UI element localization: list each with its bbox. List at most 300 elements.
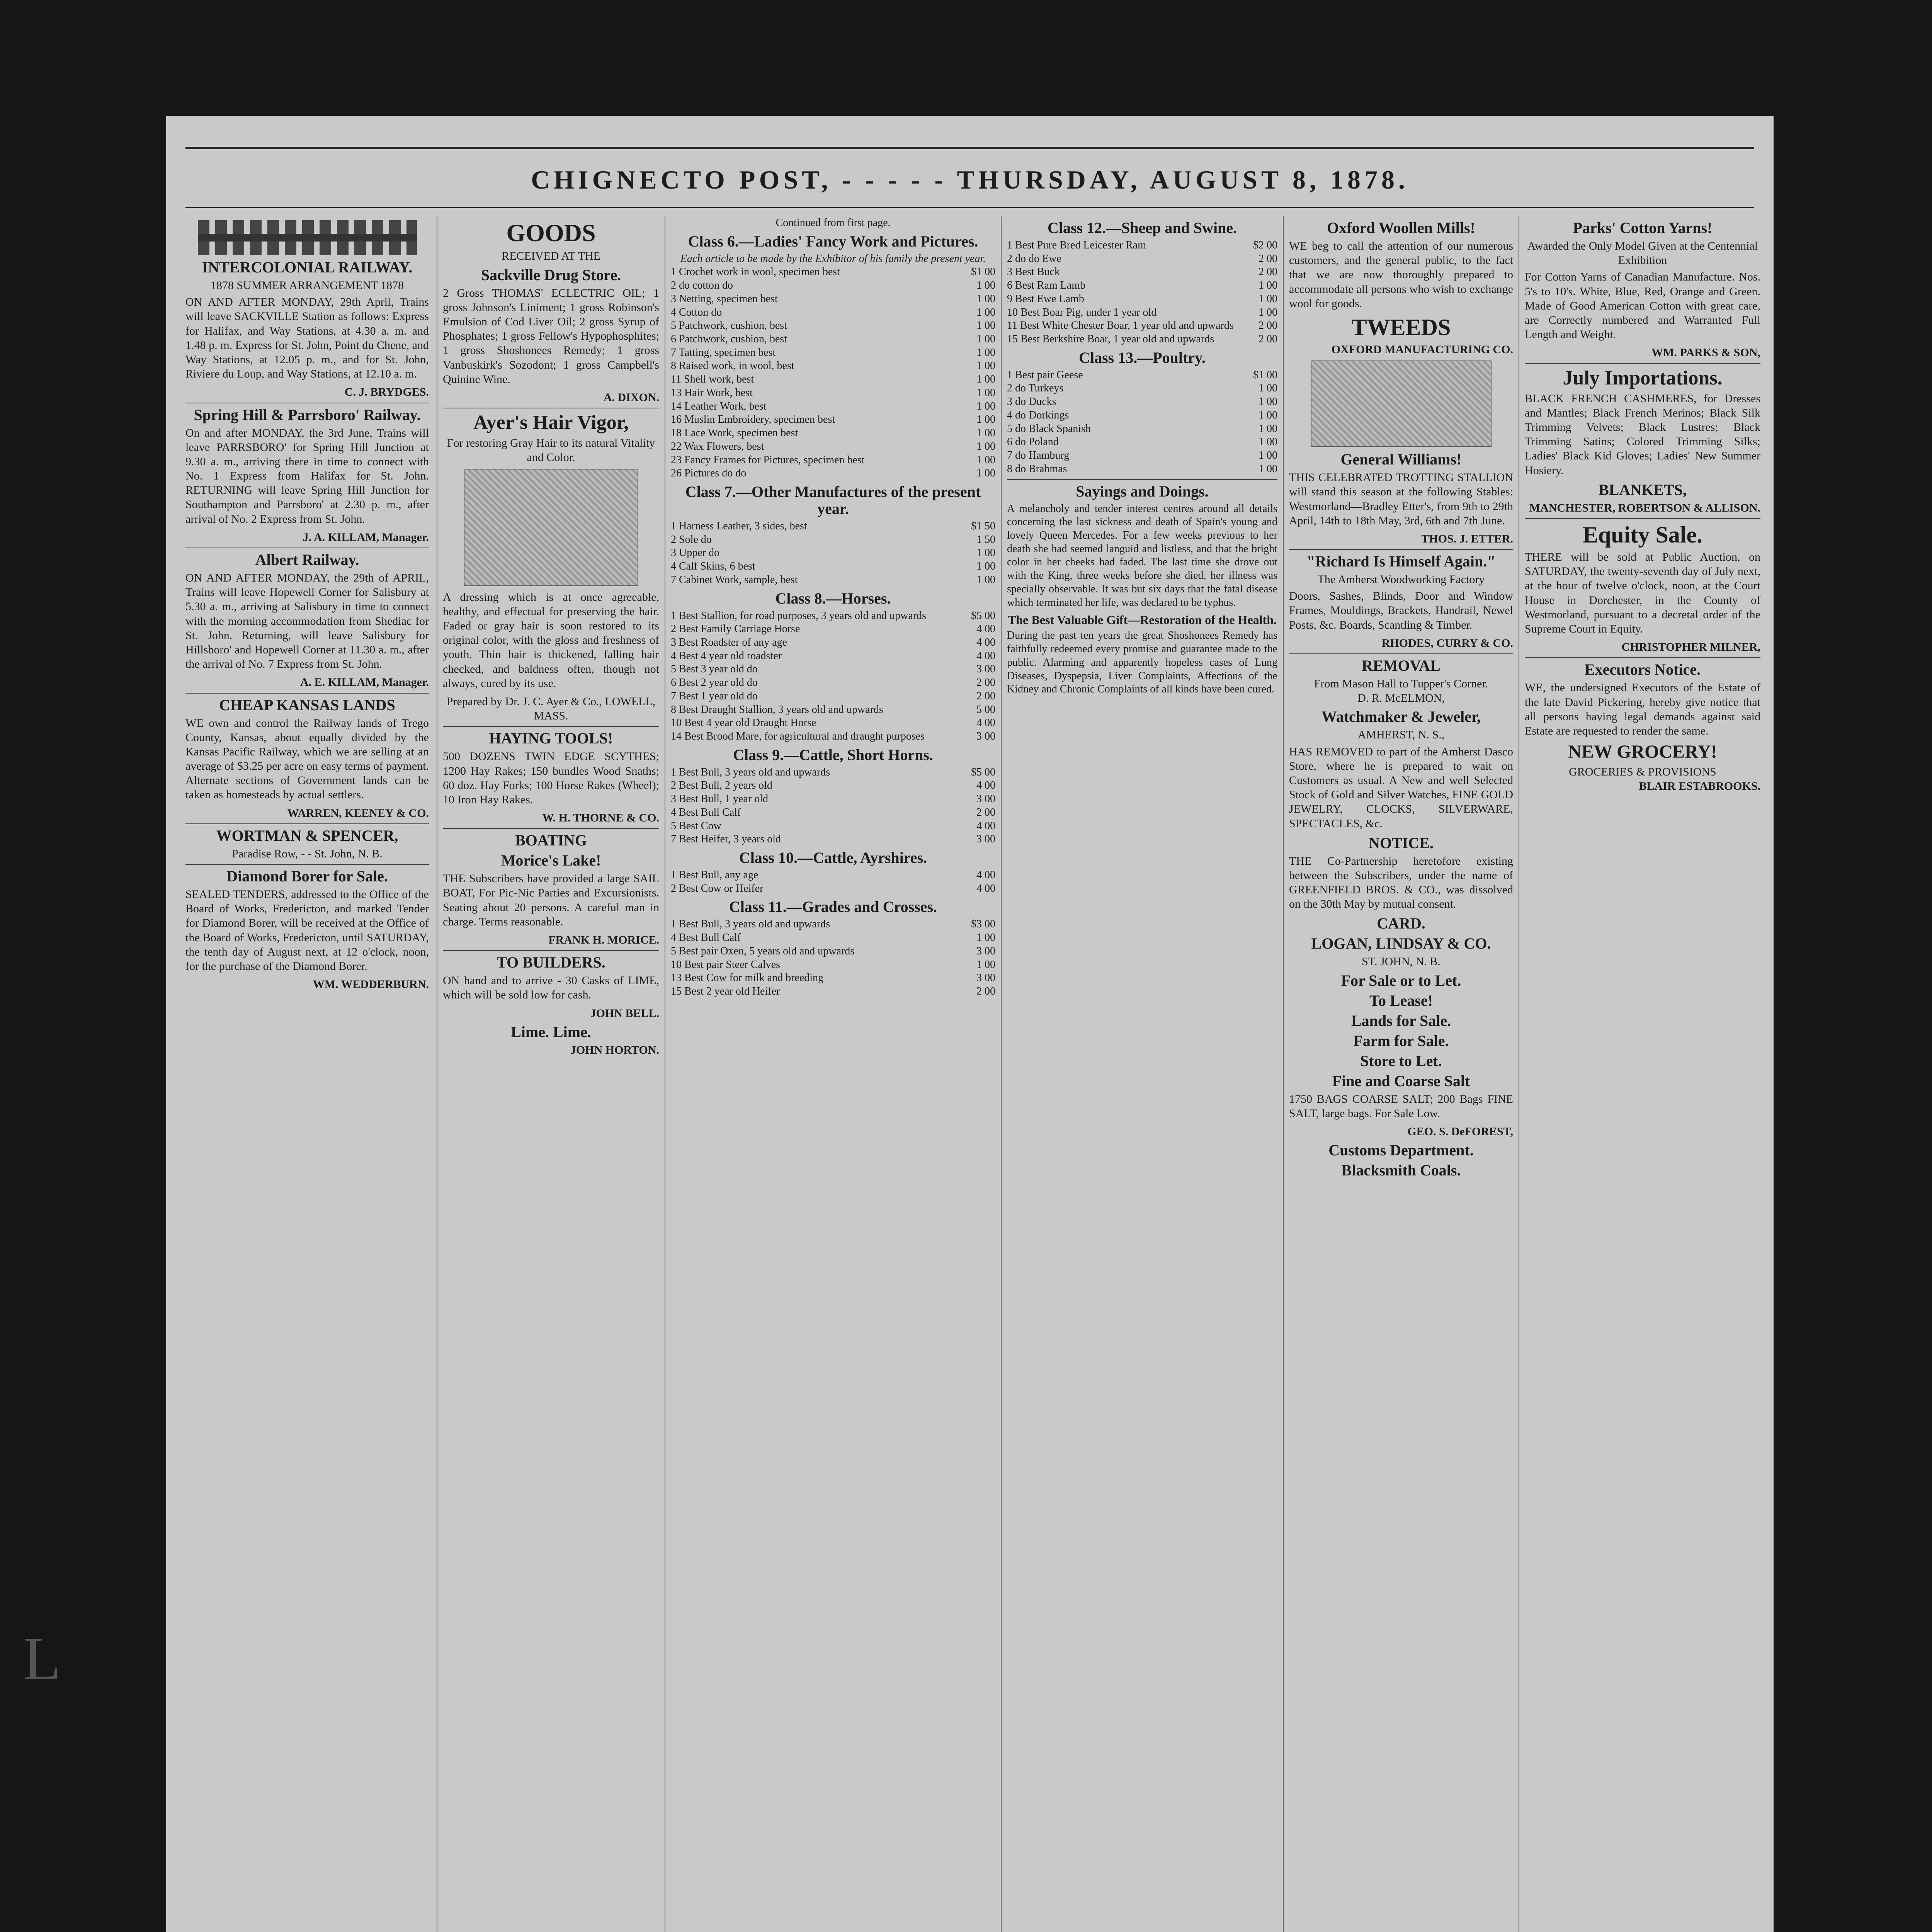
prize-amount: 2 00 [976,677,995,689]
prize-amount: 4 00 [976,869,995,881]
prize-label: 8 Best Draught Stallion, 3 years old and upwards [671,703,883,716]
divider [443,950,659,951]
kansas-title: CHEAP KANSAS LANDS [219,696,395,714]
goods-sub: RECEIVED AT THE [502,250,600,263]
class12-list [1007,239,1277,346]
prize-label: 2 Best Bull, 2 years old [671,779,772,792]
prize-row [671,609,995,623]
prize-row [1007,422,1277,436]
prize-row [1007,409,1277,422]
prize-label: 11 Best White Chester Boar, 1 year old and upwards [1007,320,1234,332]
class12-title: Class 12.—Sheep and Swine. [1047,219,1237,236]
column-3 [665,216,1001,1932]
albert-signature: A. E. KILLAM, Manager. [300,676,429,689]
prize-amount: 1 00 [976,427,995,439]
intercolonial-signature: C. J. BRYDGES. [344,386,429,399]
prize-amount: $2 00 [1253,239,1277,251]
prize-amount: 2 00 [1259,266,1277,278]
prize-row [671,779,995,793]
divider [1525,363,1760,364]
goods-title: GOODS [506,219,596,247]
prize-row [671,319,995,333]
prize-label: 5 do Black Spanish [1007,422,1091,435]
prize-label: 4 Calf Skins, 6 best [671,560,755,573]
builders-body: ON hand and to arrive - 30 Casks of LIME, which will be sold low for cash. [443,974,659,1002]
prize-amount: 1 00 [976,293,995,305]
prize-row [671,793,995,806]
oxford-signature: OXFORD MANUFACTURING CO. [1331,343,1513,356]
tools-signature: W. H. THORNE & CO. [542,811,659,825]
prize-amount: 5 00 [976,703,995,716]
diamond-signature: WM. WEDDERBURN. [313,978,429,991]
prize-amount: 4 00 [976,650,995,662]
divider [185,823,429,824]
divider [1525,518,1760,519]
divider [1289,653,1513,654]
prize-label: 4 Cotton do [671,306,722,318]
prize-label: 15 Best 2 year old Heifer [671,985,780,998]
column-6 [1519,216,1760,1932]
prize-amount: 2 00 [1259,320,1277,332]
albert-title: Albert Railway. [255,551,359,568]
prize-label: 7 Best 1 year old do [671,690,758,702]
prize-label: 3 Best Bull, 1 year old [671,793,768,805]
prize-amount: 1 00 [976,400,995,412]
williams-signature: THOS. J. ETTER. [1421,532,1513,545]
salt-signature: GEO. S. DeFOREST, [1407,1125,1513,1138]
tools-body: 500 DOZENS TWIN EDGE SCYTHES; 1200 Hay Rakes; 150 bundles Wood Snaths; 60 doz. Hay Forks; 100 Horse Rakes (Wheel); 10 Iron Hay Rakes. [443,750,659,806]
goods-signature: A. DIXON. [603,391,659,404]
class7-list [671,520,995,587]
prize-row [671,985,995,998]
prize-label: 2 do cotton do [671,279,733,292]
removal-place: AMHERST, N. S., [1357,728,1445,742]
prize-amount: 1 50 [976,533,995,546]
class11-title: Class 11.—Grades and Crosses. [729,898,937,916]
farm-title: Farm for Sale. [1353,1032,1449,1049]
prize-amount: 1 00 [976,573,995,586]
masthead-title: CHIGNECTO POST, - - - - - THURSDAY, AUGUST 8, 1878. [531,165,1409,194]
intercolonial-body: ON AND AFTER MONDAY, 29th April, Trains will leave SACKVILLE Station as follows: Express for Halifax, and Way Stations, at 4.30 a. m. and 1.48 p. m. Express for St. John, Point du Chene, and Way Stations, at 12.05 p. m., and for St. John, Riviere du Loup, and Way Stations, at 12.10 a. m. [185,296,429,381]
prize-row [1007,449,1277,463]
prize-amount: $1 00 [1253,369,1277,381]
prize-amount: 1 00 [1259,306,1277,318]
goods-store: Sackville Drug Store. [481,266,621,284]
prize-row [671,427,995,440]
prize-amount: 2 00 [1259,333,1277,345]
prize-label: 10 Best pair Steer Calves [671,958,781,971]
prize-amount: 2 00 [1259,252,1277,265]
spring-hill-body: On and after MONDAY, the 3rd June, Trains will leave PARRSBORO' for Spring Hill Junction at 9.30 a. m., arriving there in time to connect with No. 1 Express from Halifax for St. John. RETURNING will leave Spring Hill Junction for Southampton and Parrsboro' at 2.30 p. m., after arrival of No. 2 Express from St. John. [185,426,429,526]
prize-row [671,971,995,985]
removal-sub: From Mason Hall to Tupper's Corner. [1314,677,1488,690]
prize-label: 7 Best Heifer, 3 years old [671,833,781,845]
tweeds-title: TWEEDS [1351,314,1451,340]
equity-signature: CHRISTOPHER MILNER, [1621,641,1760,654]
grocery-signature: BLAIR ESTABROOKS. [1639,780,1760,793]
prize-label: 7 Cabinet Work, sample, best [671,573,798,586]
prize-label: 7 do Hamburg [1007,449,1070,462]
divider [1525,657,1760,658]
prize-label: 3 Netting, specimen best [671,293,778,305]
prize-amount: 3 00 [976,972,995,984]
prize-row [671,386,995,400]
prize-row [671,676,995,690]
prize-label: 1 Crochet work in wool, specimen best [671,266,840,278]
blankets-title: BLANKETS, [1599,481,1687,498]
executors-body: WE, the undersigned Executors of the Estate of the late David Pickering, hereby give notice that all persons having legal demands against said Estate are requested to render the same. [1525,681,1760,737]
albert-body: ON AND AFTER MONDAY, the 29th of APRIL, Trains will leave Hopewell Corner for Salisbury at 5.30 a. m., arriving at Salisbury in time to connect with the morning accommodation from Shediac for St. John. Returning, will leave Salisbury for Hillsboro' and Hopewell Corner at 11.30 a. m., after the arrival of No. 7 Express from St. John. [185,571,429,671]
prize-label: 1 Best Pure Bred Leicester Ram [1007,239,1146,251]
prize-label: 10 Best 4 year old Draught Horse [671,717,816,729]
prize-amount: $3 00 [971,918,995,930]
boating-body: THE Subscribers have provided a large SAIL BOAT, For Pic-Nic Parties and Excursionists. Seating about 20 persons. A careful man in charge. Terms reasonable. [443,872,659,928]
richard-sub: The Amherst Woodworking Factory [1317,573,1485,586]
prize-label: 13 Best Cow for milk and breeding [671,972,824,984]
prize-amount: 2 00 [976,806,995,818]
prize-row [1007,395,1277,409]
prize-row [671,730,995,743]
goods-body: 2 Gross THOMAS' ECLECTRIC OIL; 1 gross Johnson's Liniment; 1 gross Robinson's Emulsion of Cod Liver Oil; 2 gross Syrup of Phosphates; 1 gross Fellow's Hypophosphites; 1 gross Shoshonees Remedy; 1 gross Vanbuskirk's Sozodont; 1 gross Campbell's Quinine Wine. [443,286,659,386]
prize-row [1007,265,1277,279]
prize-amount: 4 00 [976,779,995,792]
class7-title: Class 7.—Other Manufactures of the present year. [685,483,981,517]
williams-title: General Williams! [1340,451,1462,468]
spring-hill-title: Spring Hill & Parrsboro' Railway. [194,406,421,423]
divider [1007,479,1277,480]
tools-title: HAYING TOOLS! [489,730,613,747]
prize-label: 23 Fancy Frames for Pictures, specimen best [671,454,865,466]
prize-row [1007,369,1277,382]
prize-row [671,833,995,846]
prize-amount: 1 00 [976,932,995,944]
prize-amount: 2 00 [976,985,995,998]
prize-label: 2 do Turkeys [1007,382,1064,395]
prize-label: 7 Tatting, specimen best [671,346,776,359]
ayer-body: A dressing which is at once agreeable, healthy, and effectual for preserving the hair. Faded or gray hair is soon restored to its original color, with the gloss and freshness of youth. Thin hair is thickened, falling hair checked, and baldness often, though not always, cured by its use. [443,590,659,690]
kansas-body: WE own and control the Railway lands of Trego County, Kansas, about equally divided by the Kansas Pacific Railway, which we are selling at an average of $3.25 per acre on easy terms of payment. Alternate sections of Government lands can be taken as homesteads by actual settlers. [185,716,429,801]
prize-row [1007,463,1277,476]
boating-title: BOATING [515,832,587,849]
class10-list [671,869,995,895]
parks-sub: Awarded the Only Model Given at the Centennial Exhibition [1527,240,1758,267]
prize-amount: $5 00 [971,609,995,622]
july-title: July Importations. [1563,367,1723,389]
prize-amount: 1 00 [976,320,995,332]
prize-label: 8 do Brahmas [1007,463,1067,475]
ayer-sub: For restoring Gray Hair to its natural Vitality and Color. [447,437,655,464]
prize-label: 1 Harness Leather, 3 sides, best [671,520,807,532]
divider [185,864,429,865]
grocery-title: NEW GROCERY! [1568,742,1717,762]
prize-amount: 3 00 [976,793,995,805]
prize-row [671,400,995,413]
class11-list [671,918,995,998]
richard-title: "Richard Is Himself Again." [1306,553,1496,570]
prize-label: 18 Lace Work, specimen best [671,427,798,439]
prize-row [671,663,995,676]
prize-row [671,533,995,547]
prize-label: 5 Patchwork, cushion, best [671,320,787,332]
prize-label: 11 Shell work, best [671,373,754,386]
class9-list [671,766,995,846]
newspaper-page [166,116,1774,1932]
wortman-title: WORTMAN & SPENCER, [216,827,398,844]
prize-label: 6 Best 2 year old do [671,677,758,689]
lands-title: Lands for Sale. [1351,1012,1451,1029]
prize-amount: $1 50 [971,520,995,532]
prize-row [1007,382,1277,395]
parks-body: For Cotton Yarns of Canadian Manufacture. Nos. 5's to 10's. White, Blue, Red, Orange and Green. Made of Good American Cotton with great care, are Correctly numbered and Warranted Full Length and Weight. [1525,270,1760,341]
prize-label: 4 do Dorkings [1007,409,1069,421]
intercolonial-title: INTERCOLONIAL RAILWAY. [202,259,413,276]
prize-amount: 1 00 [976,958,995,971]
column-4 [1001,216,1283,1932]
parks-signature: WM. PARKS & SON, [1651,346,1760,359]
prize-row [671,454,995,467]
july-signature: MANCHESTER, ROBERTSON & ALLISON. [1529,501,1760,514]
prize-amount: 1 00 [1259,382,1277,395]
lime-title: Lime. Lime. [511,1023,591,1041]
valuable-title: The Best Valuable Gift—Restoration of the Health. [1008,613,1277,627]
prize-amount: 1 00 [976,373,995,386]
prize-row [671,467,995,480]
continued-note: Continued from first page. [776,217,891,229]
divider [443,726,659,727]
spring-hill-signature: J. A. KILLAM, Manager. [303,531,429,544]
prize-amount: 1 00 [976,279,995,292]
prize-row [671,265,995,279]
prize-label: 3 Upper do [671,547,719,559]
divider [443,828,659,829]
prize-label: 1 Best Bull, 3 years old and upwards [671,766,830,778]
prize-amount: 1 00 [1259,409,1277,421]
removal-title: REMOVAL [1362,657,1440,674]
prize-row [1007,435,1277,449]
executors-title: Executors Notice. [1585,661,1701,679]
prize-amount: 1 00 [976,440,995,452]
film-edge-mark: L [23,1624,61,1693]
prize-row [1007,333,1277,346]
prize-label: 2 Best Family Carriage Horse [671,623,800,635]
removal-body: HAS REMOVED to part of the Amherst Dasco Store, where he is prepared to wait on Customers as usual. A New and well Selected Stock of Gold and Silver Watches, FINE GOLD JEWELRY, CLOCKS, SILVERWARE, SPECTACLES, &c. [1289,745,1513,830]
customs-title: Customs Department. [1328,1141,1474,1159]
prize-row [1007,252,1277,266]
valuable-body: During the past ten years the great Shoshonees Remedy has faithfully redeemed every promise and guarantee made to the public. Alarming and apparently hopeless cases of Lung Diseases, Dyspepsia, Liver Complaints, Affections of the Kidney and Chronic Complaints of all kinds have been cured. [1007,629,1277,696]
prize-row [1007,279,1277,293]
prize-row [671,359,995,373]
removal-trade: Watchmaker & Jeweler, [1321,708,1481,726]
prize-amount: 3 00 [976,663,995,675]
class6-list [671,265,995,480]
prize-amount: 1 00 [976,560,995,573]
prize-amount: 1 00 [976,467,995,480]
prize-label: 1 Best pair Geese [1007,369,1083,381]
prize-row [671,806,995,820]
sayings-title: Sayings and Doings. [1076,482,1209,500]
class6-note: Each article to be made by the Exhibitor of his family the present year. [680,252,986,265]
prize-label: 3 Best Buck [1007,266,1060,278]
prize-row [671,918,995,931]
boating-signature: FRANK H. MORICE. [548,934,659,947]
prize-row [671,690,995,703]
prize-row [671,346,995,360]
prize-amount: 2 00 [976,690,995,702]
prize-amount: 1 00 [976,454,995,466]
builders-signature: JOHN BELL. [590,1007,659,1020]
prize-label: 3 Best Roadster of any age [671,636,787,648]
prize-row [671,333,995,346]
prize-amount: 1 00 [976,346,995,359]
prize-row [671,703,995,717]
class9-title: Class 9.—Cattle, Short Horns. [733,746,933,764]
notice-body: THE Co-Partnership heretofore existing between the Subscribers, under the name of GREENFIELD BROS. & CO., was dissolved on the 30th May by mutual consent. [1289,854,1513,911]
prize-amount: 3 00 [976,730,995,742]
prize-row [671,650,995,663]
prize-row [671,560,995,573]
diamond-title: Diamond Borer for Sale. [226,867,388,885]
oxford-title: Oxford Woollen Mills! [1327,219,1475,236]
prize-label: 4 Best 4 year old roadster [671,650,782,662]
prize-row [671,440,995,454]
wortman-sub: Paradise Row, - - St. John, N. B. [232,847,383,860]
prize-row [671,820,995,833]
prize-amount: 1 00 [976,306,995,318]
prize-row [671,882,995,896]
prize-row [671,546,995,560]
class13-list [1007,369,1277,476]
class8-title: Class 8.—Horses. [775,589,891,607]
prize-label: 13 Hair Work, best [671,386,753,399]
prize-label: 16 Muslin Embroidery, specimen best [671,413,835,426]
grocery-sub: GROCERIES & PROVISIONS [1569,765,1716,778]
williams-body: THIS CELEBRATED TROTTING STALLION will stand this season at the following Stables: Westmorland—Bradley Etter's, from 9th to 29th April, 14th to 18th May, 3rd, 6th and 7th June. [1289,471,1513,527]
prize-label: 22 Wax Flowers, best [671,440,764,452]
class10-title: Class 10.—Cattle, Ayrshires. [739,849,927,867]
prize-label: 6 Patchwork, cushion, best [671,333,787,345]
prize-label: 2 Best Cow or Heifer [671,882,764,895]
forsale-title: For Sale or to Let. [1341,971,1461,989]
prize-amount: 1 00 [1259,422,1277,435]
prize-amount: 1 00 [1259,396,1277,408]
salt-body: 1750 BAGS COARSE SALT; 200 Bags FINE SALT, large bags. For Sale Low. [1289,1092,1513,1120]
prize-row [671,279,995,293]
prize-label: 4 Best Bull Calf [671,932,741,944]
prize-amount: 1 00 [1259,463,1277,475]
kansas-signature: WARREN, KEENEY & CO. [287,806,429,820]
prize-label: 10 Best Boar Pig, under 1 year old [1007,306,1157,318]
prize-label: 26 Pictures do do [671,467,747,480]
horse-engraving [1311,361,1492,447]
prize-label: 14 Best Brood Mare, for agricultural and draught purposes [671,730,925,742]
prize-amount: 4 00 [976,882,995,895]
prize-row [671,958,995,972]
blacksmith-title: Blacksmith Coals. [1341,1162,1461,1179]
prize-label: 6 Best Ram Lamb [1007,279,1085,292]
prize-label: 15 Best Berkshire Boar, 1 year old and upwards [1007,333,1214,345]
prize-amount: 4 00 [976,623,995,635]
prize-label: 1 Best Bull, any age [671,869,759,881]
prize-amount: 3 00 [976,833,995,845]
prize-row [671,636,995,650]
lime-signature: JOHN HORTON. [570,1043,659,1056]
prize-row [671,766,995,779]
salt-title: Fine and Coarse Salt [1332,1072,1470,1090]
prize-label: 3 do Ducks [1007,396,1056,408]
prize-label: 8 Raised work, in wool, best [671,360,794,372]
prize-row [671,869,995,882]
prize-row [1007,239,1277,252]
prize-label: 6 do Poland [1007,436,1059,448]
diamond-body: SEALED TENDERS, addressed to the Office of the Board of Works, Fredericton, and marked Tender for Diamond Borer, will be received at the Office of the Board of Works, Fredericton, until SATURDAY, the tenth day of August next, at 12 o'clock, noon, for the purchase of the Diamond Borer. [185,888,429,973]
ayer-title: Ayer's Hair Vigor, [473,412,629,434]
prize-label: 5 Best 3 year old do [671,663,758,675]
prize-row [1007,293,1277,306]
column-2 [437,216,665,1932]
prize-row [671,293,995,306]
prize-row [671,945,995,958]
richard-body: Doors, Sashes, Blinds, Door and Window Frames, Mouldings, Brackets, Handrail, Newel Posts, &c. Boards, Scantling & Timber. [1289,590,1513,631]
prize-label: 1 Best Bull, 3 years old and upwards [671,918,830,930]
lease-title: To Lease! [1369,992,1433,1009]
column-1 [185,216,434,1932]
prize-label: 5 Best Cow [671,820,721,832]
prize-amount: 1 00 [976,413,995,426]
prize-label: 9 Best Ewe Lamb [1007,293,1084,305]
equity-title: Equity Sale. [1582,522,1703,548]
removal-name: D. R. McELMON, [1357,692,1445,705]
builders-title: TO BUILDERS. [497,954,605,971]
prize-row [671,931,995,945]
prize-amount: 3 00 [976,945,995,957]
prize-row [671,306,995,320]
prize-row [671,373,995,386]
prize-row [671,413,995,427]
prize-row [1007,306,1277,320]
logan-title: LOGAN, LINDSAY & CO. [1311,935,1491,952]
ayer-maker: Prepared by Dr. J. C. Ayer & Co., LOWELL, MASS. [446,695,656,723]
class6-title: Class 6.—Ladies' Fancy Work and Pictures. [688,232,978,250]
prize-amount: 1 00 [976,547,995,559]
divider [1289,549,1513,550]
prize-row [671,520,995,533]
oxford-body: WE beg to call the attention of our numerous customers, and the general public, to the fact that we are now thoroughly prepared to accommodate all persons who wish to exchange wool for goods. [1289,240,1513,310]
prize-amount: 4 00 [976,717,995,729]
masthead [185,147,1754,208]
notice-title: NOTICE. [1369,834,1434,852]
card-title: CARD. [1377,915,1425,932]
logan-sub: ST. JOHN, N. B. [1362,955,1440,968]
boating-sub: Morice's Lake! [501,852,601,869]
sayings-body: A melancholy and tender interest centres around all details concerning the last sickness and death of Spain's young and lovely Queen Mercedes. For a few weeks previous to her death she had seemed languid and listless, and that the bright color in her cheeks had faded. The last time she drove out with the King, three weeks before she died, her illness was specially observable. It was but six days that the fatal disease which terminated her life, was declared to be typhus. [1007,502,1277,609]
column-5 [1283,216,1519,1932]
prize-label: 2 Sole do [671,533,712,546]
prize-amount: $1 00 [971,266,995,278]
prize-amount: 1 00 [976,333,995,345]
prize-row [671,573,995,587]
class13-title: Class 13.—Poultry. [1079,349,1206,366]
intercolonial-sub: 1878 SUMMER ARRANGEMENT 1878 [210,279,404,292]
portrait-engraving [464,469,638,586]
prize-amount: $5 00 [971,766,995,778]
prize-amount: 4 00 [976,636,995,648]
prize-label: 2 do do Ewe [1007,252,1061,265]
prize-amount: 1 00 [1259,293,1277,305]
prize-label: 1 Best Stallion, for road purposes, 3 years old and upwards [671,609,926,622]
prize-amount: 1 00 [976,386,995,399]
prize-label: 14 Leather Work, best [671,400,767,412]
divider [185,693,429,694]
